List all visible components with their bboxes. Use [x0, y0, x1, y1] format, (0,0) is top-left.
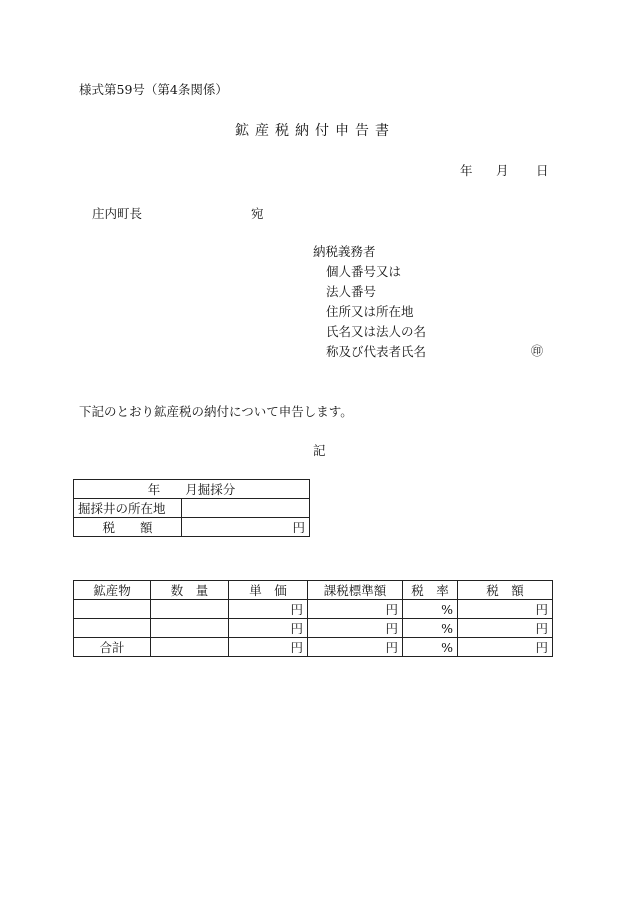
total-tax-base-cell[interactable]: 円 [308, 638, 403, 657]
quantity-cell[interactable] [151, 600, 229, 619]
date-month-label: 月 [496, 163, 509, 178]
rate-cell[interactable]: % [403, 600, 458, 619]
tax-base-cell[interactable]: 円 [308, 600, 403, 619]
declaration-text: 下記のとおり鉱産税の納付について申告します。 [79, 404, 353, 419]
unit-price-cell[interactable]: 円 [229, 600, 308, 619]
total-rate-cell[interactable]: % [403, 638, 458, 657]
total-label: 合計 [74, 638, 151, 657]
honorific: 宛 [251, 206, 264, 221]
taxpayer-heading: 納税義務者 [313, 244, 376, 259]
summary-table [73, 479, 310, 537]
period-cell[interactable]: 年 月掘採分 [74, 480, 310, 499]
unit-price-cell[interactable]: 円 [229, 619, 308, 638]
table-header-row [74, 581, 553, 600]
taxpayer-line-corporate-number: 法人番号 [326, 284, 377, 299]
header-rate: 税 率 [403, 581, 458, 600]
mineral-cell[interactable] [74, 600, 151, 619]
quantity-cell[interactable] [151, 619, 229, 638]
header-unit-price: 単 価 [229, 581, 308, 600]
total-row [74, 638, 553, 657]
header-mineral: 鉱産物 [74, 581, 151, 600]
taxpayer-line-representative: 称及び代表者氏名 [326, 344, 427, 359]
total-tax-cell[interactable]: 円 [458, 638, 553, 657]
tax-cell[interactable]: 円 [458, 600, 553, 619]
location-value-cell[interactable] [182, 499, 310, 518]
addressee: 庄内町長 [92, 206, 143, 221]
tax-cell[interactable]: 円 [458, 619, 553, 638]
tax-amount-cell[interactable]: 円 [182, 518, 310, 537]
tax-amount-label: 税 額 [74, 518, 182, 537]
seal-mark: ㊞ [531, 344, 544, 358]
detail-table [73, 580, 553, 657]
date-day-label: 日 [536, 163, 549, 178]
tax-base-cell[interactable]: 円 [308, 619, 403, 638]
taxpayer-line-name: 氏名又は法人の名 [326, 324, 427, 339]
table-row [74, 600, 553, 619]
form-number: 様式第59号（第4条関係） [79, 82, 228, 97]
total-unit-price-cell[interactable]: 円 [229, 638, 308, 657]
table-row [74, 619, 553, 638]
taxpayer-line-address: 住所又は所在地 [326, 304, 414, 319]
date-year-label: 年 [460, 163, 473, 178]
rate-cell[interactable]: % [403, 619, 458, 638]
mineral-cell[interactable] [74, 619, 151, 638]
header-tax: 税 額 [458, 581, 553, 600]
header-tax-base: 課税標準額 [308, 581, 403, 600]
taxpayer-line-id-number: 個人番号又は [326, 264, 402, 279]
header-quantity: 数 量 [151, 581, 229, 600]
location-label: 掘採井の所在地 [74, 499, 182, 518]
ki-marker: 記 [313, 443, 326, 458]
page-title: 鉱産税納付申告書 [235, 123, 395, 139]
total-quantity-cell[interactable] [151, 638, 229, 657]
